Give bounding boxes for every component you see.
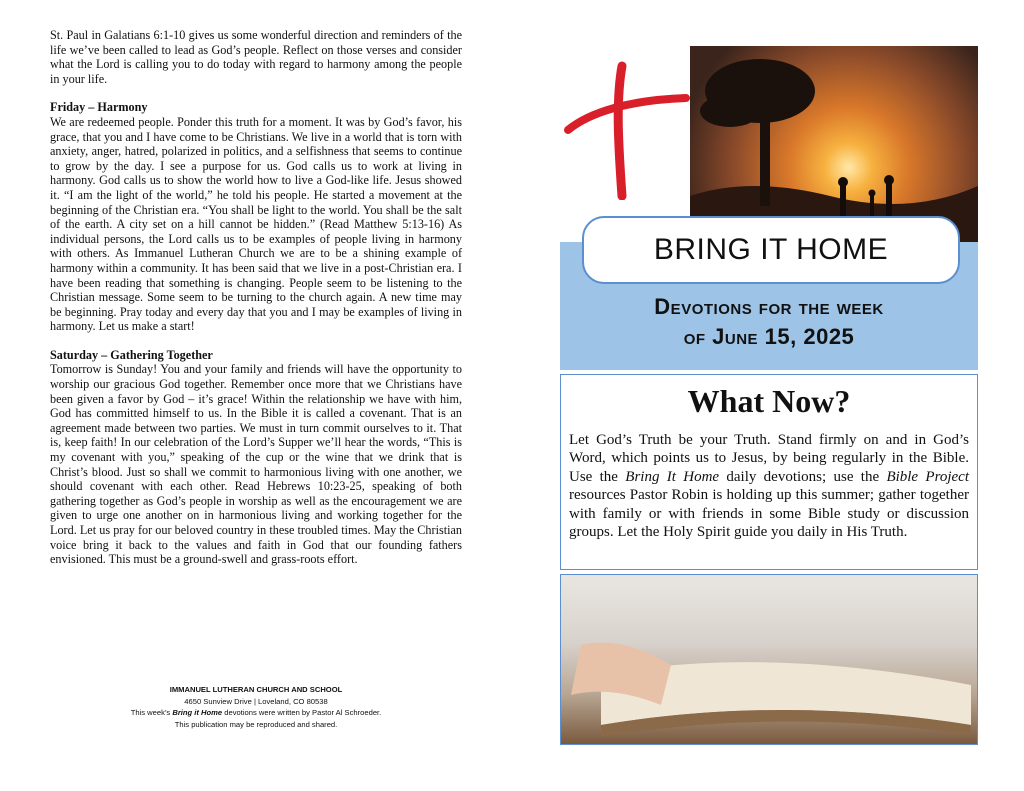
open-book-icon <box>561 575 977 744</box>
footer-rights: This publication may be reproduced and shared. <box>174 719 338 729</box>
friday-section <box>50 100 462 334</box>
what-now-body <box>569 431 969 541</box>
saturday-section <box>50 348 462 567</box>
footer-credit-title: Bring it Home <box>172 708 223 717</box>
bring-it-home-title: BRING IT HOME <box>582 216 960 284</box>
what-now-text-3: resources Pastor Robin is holding up this summer; gather together with family or with friends in some Bible study or discussion groups. Let the Holy Spirit guide you daily in His Truth. <box>569 487 969 541</box>
subtitle-line-2: of June 15, 2025 <box>683 324 855 349</box>
subtitle-line-1: Devotions for the week <box>654 294 884 319</box>
what-now-text-2: daily devotions; use the <box>719 468 887 485</box>
saturday-heading: Saturday – Gathering Together <box>50 347 213 362</box>
saturday-body: Tomorrow is Sunday! You and your family and friends will have the opportunity to worship our gracious God together. Remember once more that we Christians have been given a favor by God – it’s grace! Within the relationship we have with him, God has committed himself to us. In the Bible it is called a covenant. That is an agreement made between two parties. We must in turn commit ourselves to it. That is, keep faith! In our celebration of the Lord’s Supper we’ll hear the words, “This is my covenant with you,” speaking of the cup or the wine that we drink that is Christ’s blood. Just so shall we commit to harmonious living with one another, we should covenant with each other. Read Hebrews 10:23-25, speaking of both gathering together as God’s people in worship as well as the encouragement we are given to urge one another on in harmonious living and working together for the Lord. Let us pray for our beloved country in these troubled times. May the Christian voice bring it back to the values and faith in God that our founding fathers envisioned. This must be a ground-swell and grass-roots effort. <box>50 362 462 567</box>
sunset-silhouette-icon <box>690 46 978 242</box>
footer-address: 4650 Sunview Drive | Loveland, CO 80538 <box>184 696 328 706</box>
what-now-title: What Now? <box>687 383 851 419</box>
publication-footer <box>50 684 462 730</box>
footer-credit-post: devotions were written by Pastor Al Schroeder. <box>222 708 382 717</box>
what-now-em-1: Bring It Home <box>625 468 720 485</box>
what-now-text-1: Let God’s Truth be your Truth. Stand firmly on and in God’s Word, which points us to Jesus, by being regularly in the Bible. Use the <box>569 432 969 485</box>
devotions-column <box>50 28 462 581</box>
sunset-family-photo <box>690 46 978 242</box>
footer-org: IMMANUEL LUTHERAN CHURCH AND SCHOOL <box>169 685 343 694</box>
friday-heading: Friday – Harmony <box>50 100 148 115</box>
intro-paragraph: St. Paul in Galatians 6:1-10 gives us some wonderful direction and reminders of the life we’ve been called to lead as God’s people. Reflect on those verses and consider what the Lord is calling you to do today with regard to harmony among the people in your life. <box>50 28 462 86</box>
red-cross-icon <box>560 60 690 200</box>
footer-credit-pre: This week’s <box>130 708 173 717</box>
what-now-em-2: Bible Project <box>886 468 969 485</box>
what-now-box <box>560 374 978 570</box>
devotions-subtitle <box>560 292 978 352</box>
footer-credit <box>50 707 462 719</box>
open-bible-photo <box>560 574 978 745</box>
friday-body: We are redeemed people. Ponder this truth for a moment. It was by God’s favor, his grace, that you and I have come to be Christians. We live in a world that is torn with anxiety, anger, hatred, polarized in politics, and a selfishness that seems to continue to grow by the day. I see a purpose for us. God calls us to work at living in harmony. God calls us to show the world how to live a God-like life. Jesus showed it. “I am the light of the world,” he told his people. He started a movement at the beginning of the Christian era. “You shall be light to the world. You shall be the salt of the earth. A city set on a hill cannot be hidden.” (Read Matthew 5:13-16) As individual persons, the Lord calls us to be examples of people living in harmony with others. As Immanuel Lutheran Church we are to be a shining example of harmony within a community. It has been said that we live in a post-Christian era. I have been reading that something is changing. People seem to be listening to the Christian message. Some seem to be turning to the church again. A new time may be beginning. Pray today and every day that you and I may be examples of living in harmony. Let us make a start! <box>50 114 462 334</box>
